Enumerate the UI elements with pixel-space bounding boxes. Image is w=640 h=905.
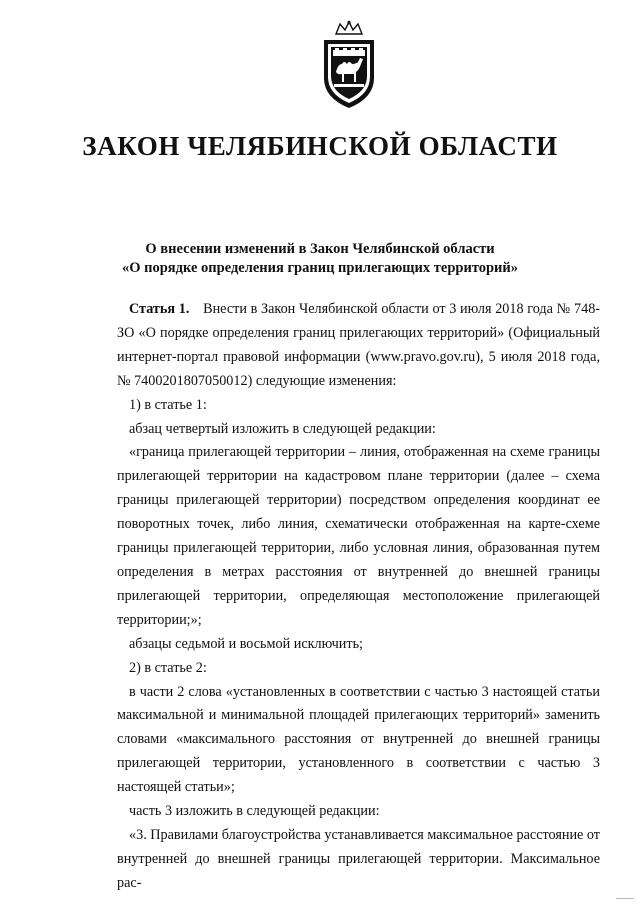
paragraph-2: абзац четвертый изложить в следующей редакции: [129, 420, 436, 437]
article-intro [117, 298, 600, 394]
subtitle-line-1: О внесении изменений в Закон Челябинской области [145, 241, 495, 257]
article-intro-text: Внести в Закон Челябинской области от 3 июля 2018 года № 748-ЗО «О порядке определения границ прилегающих территорий» (Официальный интернет-портал правовой информации (www.pravo.gov.ru), 5 июля 2018 года, № 7400201807050012) следующие изменения: [117, 301, 601, 389]
paragraph-1: 1) в статье 1: [129, 396, 207, 413]
law-subtitle [0, 240, 640, 278]
law-title: ЗАКОН ЧЕЛЯБИНСКОЙ ОБЛАСТИ [82, 131, 558, 161]
paragraph-7: часть 3 изложить в следующей редакции: [129, 803, 380, 820]
paragraph-6: в части 2 слова «установленных в соответствии с частью 3 настоящей статьи максимальной и минимальной площадей прилегающих территорий» заменить словами «максимального расстояния от внутренней до внешней границы прилегающей территории, установленного в соответствии с частью 3 настоящей статьи»; [117, 683, 600, 796]
subtitle-line-2: «О порядке определения границ прилегающих территорий» [121, 260, 519, 276]
article-body [117, 298, 600, 896]
coat-of-arms-emblem [314, 20, 384, 112]
paragraph-3: «граница прилегающей территории – линия, отображенная на схеме границы прилегающей территории на кадастровом плане территории (далее – схема границы прилегающей территории) посредством определения координат ее поворотных точек, либо линия, схематически отображенная на карте-схеме границы прилегающей территории, либо условная линия, образованная путем определения в метрах расстояния от внутренней до внешней границы прилегающей территории, определяющая местоположение прилегающей территории;»; [117, 444, 600, 628]
paragraph-4: абзацы седьмой и восьмой исключить; [129, 635, 363, 652]
scan-artifact [616, 898, 634, 899]
paragraph-5: 2) в статье 2: [129, 659, 207, 676]
article-heading: Статья 1. [129, 301, 190, 317]
paragraph-8: «3. Правилами благоустройства устанавливается максимальное расстояние от внутренней до внешней границы прилегающей территории. Максимальное рас- [117, 826, 600, 891]
